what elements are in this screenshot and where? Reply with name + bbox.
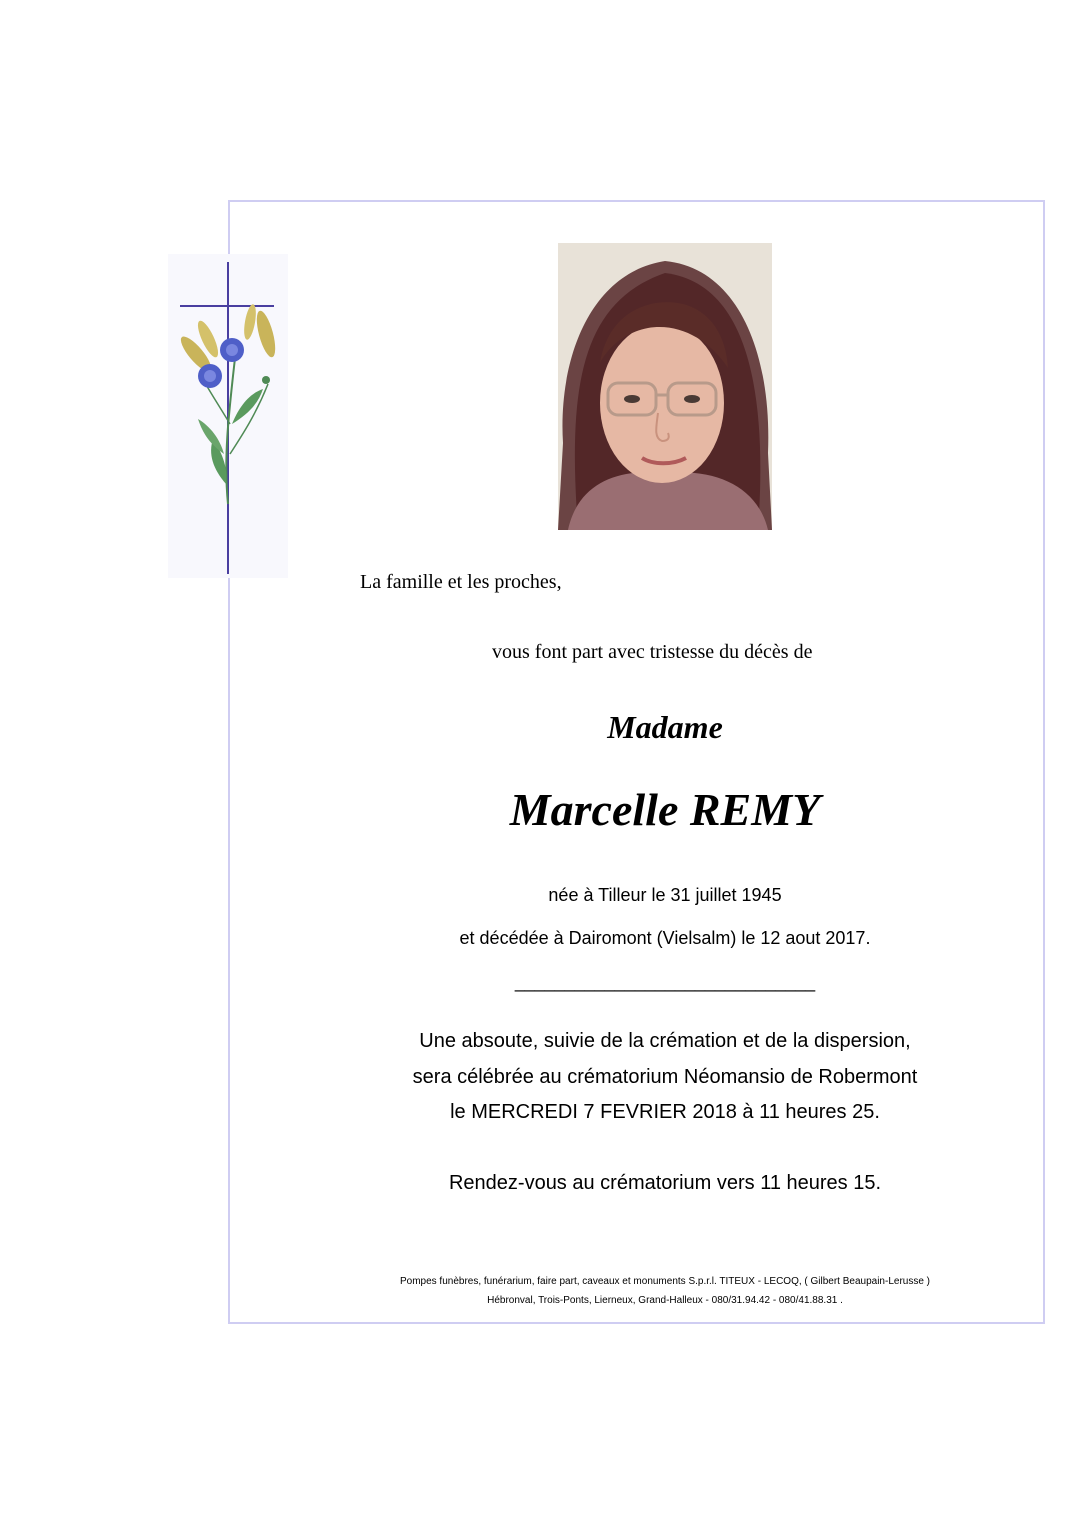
divider-line: ______________________________	[514, 972, 816, 992]
ceremony-line-3: le MERCREDI 7 FEVRIER 2018 à 11 heures 25.	[450, 1101, 880, 1123]
ceremony-line-2: sera célébrée au crématorium Néomansio de Robermont	[412, 1066, 918, 1088]
portrait-icon	[558, 243, 772, 530]
deceased-name: Marcelle REMY	[509, 784, 821, 835]
ceremony-line-1: Une absoute, suivie de la crémation et de la dispersion,	[419, 1030, 911, 1052]
intro-text: La famille et les proches,	[360, 571, 562, 593]
cross-image	[168, 254, 288, 578]
portrait-photo	[558, 243, 772, 530]
honorific-title: Madame	[607, 709, 723, 745]
cross-with-cornflowers-and-wheat-icon	[168, 254, 288, 578]
footer-line-1: Pompes funèbres, funérarium, faire part, caveaux et monuments S.p.r.l. TITEUX - LECOQ, ( Gilbert Beaupain-Lerusse )	[399, 1276, 931, 1287]
meeting-info: Rendez-vous au crématorium vers 11 heures 15.	[448, 1172, 882, 1194]
announcement-text: vous font part avec tristesse du décès de	[492, 641, 813, 663]
death-info: et décédée à Dairomont (Vielsalm) le 12 aout 2017.	[459, 928, 871, 948]
footer-line-2: Hébronval, Trois-Ponts, Lierneux, Grand-Halleux - 080/31.94.42 - 080/41.88.31 .	[487, 1295, 843, 1306]
birth-info: née à Tilleur le 31 juillet 1945	[548, 885, 782, 905]
